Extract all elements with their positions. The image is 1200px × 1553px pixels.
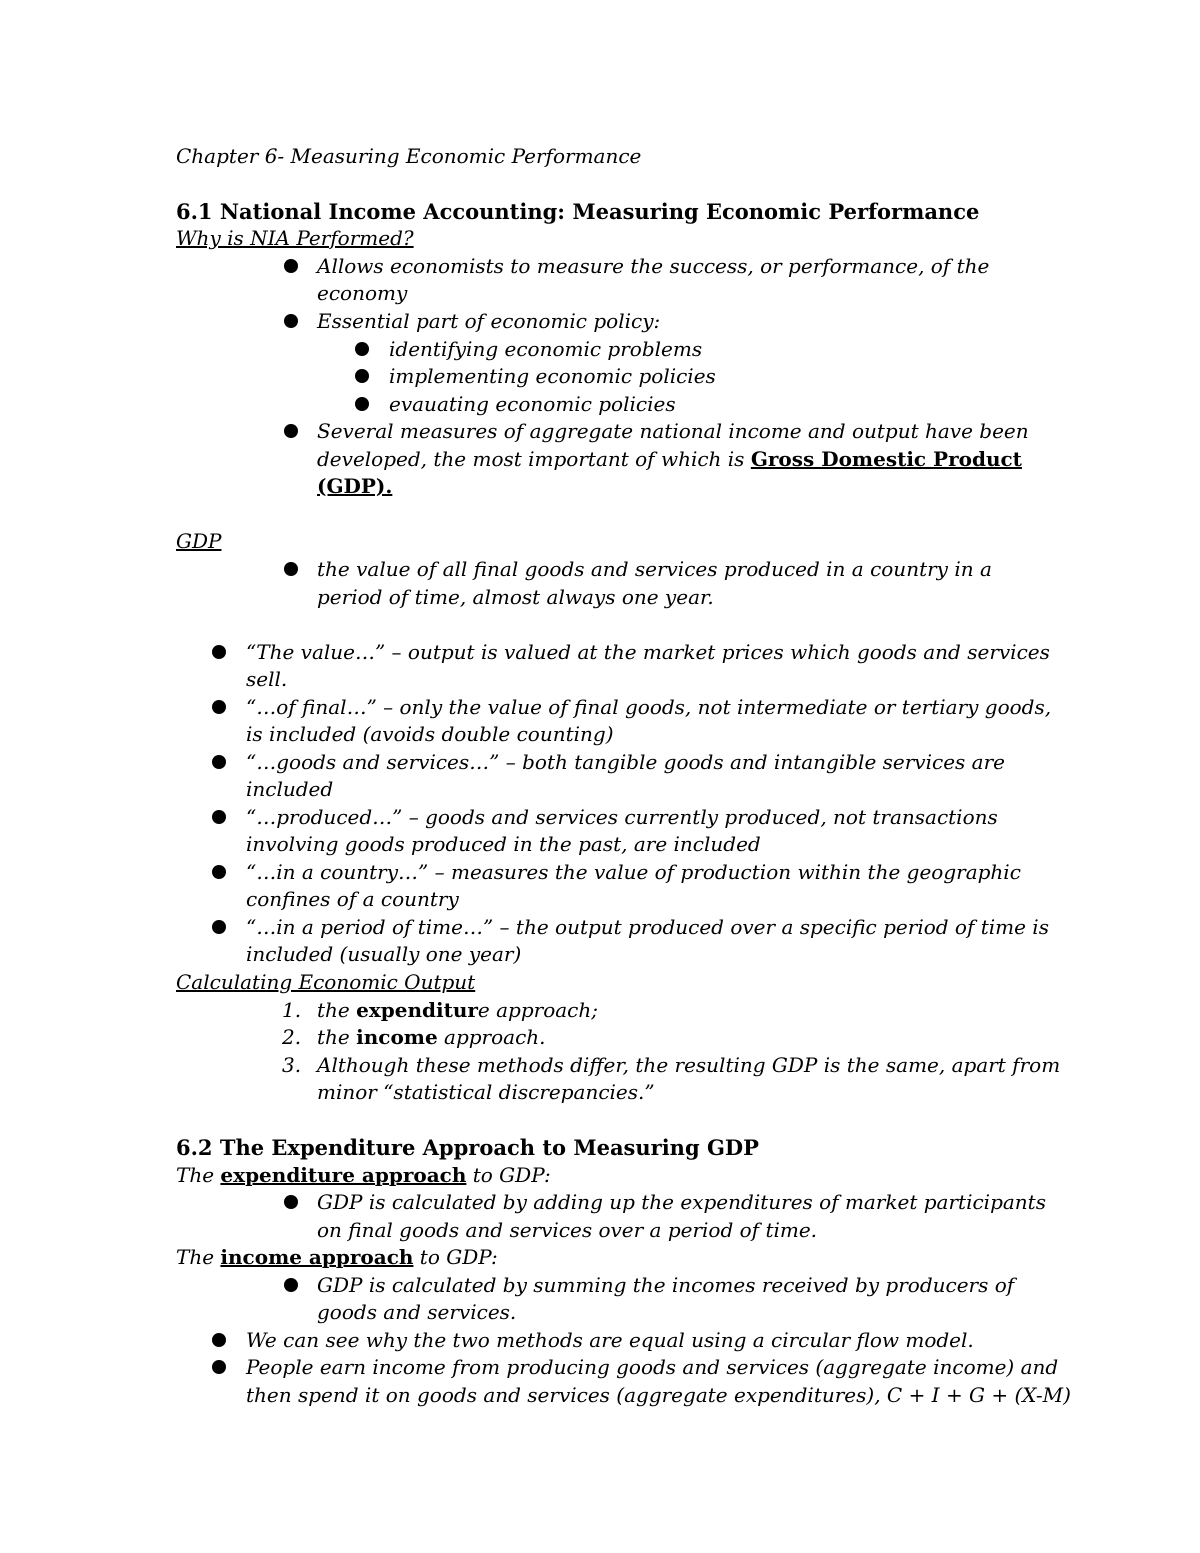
gdp-point-4-line2: involving goods produced in the past, are included [246,832,761,856]
calc-item-1: the expenditure approach; [317,998,598,1022]
gdp-point-5-line2: confines of a country [246,887,459,911]
bullet-icon [355,369,369,383]
bullet-icon [284,259,298,273]
nia-sub-bullet-2: implementing economic policies [389,364,716,388]
income-bullet-line1: GDP is calculated by summing the incomes received by producers of [317,1273,1015,1297]
calc-item-3-line1: Although these methods differ, the resulting GDP is the same, apart from [317,1053,1061,1077]
nia-sub-bullet-1: identifying economic problems [389,337,703,361]
expenditure-bullet-line1: GDP is calculated by adding up the expenditures of market participants [317,1190,1046,1214]
income-expenditure-point-line1: People earn income from producing goods and services (aggregate income) and [246,1355,1059,1379]
nia-sub-bullet-3: evauating economic policies [389,392,676,416]
calc-item-3-line2: minor “statistical discrepancies.” [317,1080,655,1104]
bullet-icon [212,920,226,934]
list-number-3: 3. [282,1053,302,1077]
gdp-point-2-line2: is included (avoids double counting) [246,722,614,746]
bullet-icon [284,1278,298,1292]
bullet-icon [284,424,298,438]
bullet-icon [284,314,298,328]
gdp-point-2-line1: “…of final…” – only the value of final goods, not intermediate or tertiary goods, [246,695,1052,719]
gdp-definition-line2: period of time, almost always one year. [317,585,714,609]
gdp-point-1-line1: “The value…” – output is valued at the market prices which goods and services [246,640,1050,664]
income-expenditure-point-line2: then spend it on goods and services (aggregate expenditures), C + I + G + (X-M) [246,1383,1071,1407]
bullet-icon [212,865,226,879]
bullet-icon [355,397,369,411]
gdp-point-5-line1: “…in a country…” – measures the value of production within the geographic [246,860,1021,884]
gdp-point-4-line1: “…produced…” – goods and services currently produced, not transactions [246,805,998,829]
gdp-point-6-line2: included (usually one year) [246,942,522,966]
list-number-1: 1. [282,998,302,1022]
section-heading-6-1: 6.1 National Income Accounting: Measuring Economic Performance [176,199,980,224]
income-bullet-line2: goods and services. [317,1300,517,1324]
nia-bullet-1-line1: Allows economists to measure the success, or performance, of the [317,254,990,278]
why-nia-label: Why is NIA Performed? [176,226,414,250]
gdp-definition-line1: the value of all final goods and services produced in a country in a [317,557,992,581]
bullet-icon [212,700,226,714]
gdp-point-6-line1: “…in a period of time…” – the output produced over a specific period of time is [246,915,1049,939]
calculating-output-label: Calculating Economic Output [176,970,476,994]
nia-bullet-3-line1: Several measures of aggregate national income and output have been [317,419,1029,443]
gdp-term: Gross Domestic Product [750,447,1022,471]
gdp-point-3-line2: included [246,777,334,801]
calc-item-2: the income approach. [317,1025,546,1049]
bullet-icon [212,810,226,824]
bullet-icon [212,1360,226,1374]
nia-bullet-2: Essential part of economic policy: [317,309,661,333]
circular-flow-point: We can see why the two methods are equal using a circular flow model. [246,1328,974,1352]
bullet-icon [212,645,226,659]
income-approach-label: The income approach to GDP: [176,1245,498,1269]
nia-bullet-1-line2: economy [317,281,408,305]
expenditure-approach-label: The expenditure approach to GDP: [176,1163,551,1187]
nia-bullet-3-line2: developed, the most important of which is Gross Domestic Product [317,447,1022,471]
gdp-point-1-line2: sell. [246,667,288,691]
section-heading-6-2: 6.2 The Expenditure Approach to Measuring GDP [176,1135,759,1160]
expenditure-bullet-line2: on final goods and services over a period of time. [317,1218,818,1242]
bullet-icon [212,755,226,769]
bullet-icon [355,342,369,356]
bullet-icon [284,1195,298,1209]
gdp-label: GDP [176,529,222,553]
bullet-icon [284,562,298,576]
nia-bullet-3-line3: (GDP). [317,474,393,498]
list-number-2: 2. [282,1025,302,1049]
gdp-point-3-line1: “…goods and services…” – both tangible goods and intangible services are [246,750,1005,774]
bullet-icon [212,1333,226,1347]
chapter-title: Chapter 6- Measuring Economic Performance [176,144,642,168]
